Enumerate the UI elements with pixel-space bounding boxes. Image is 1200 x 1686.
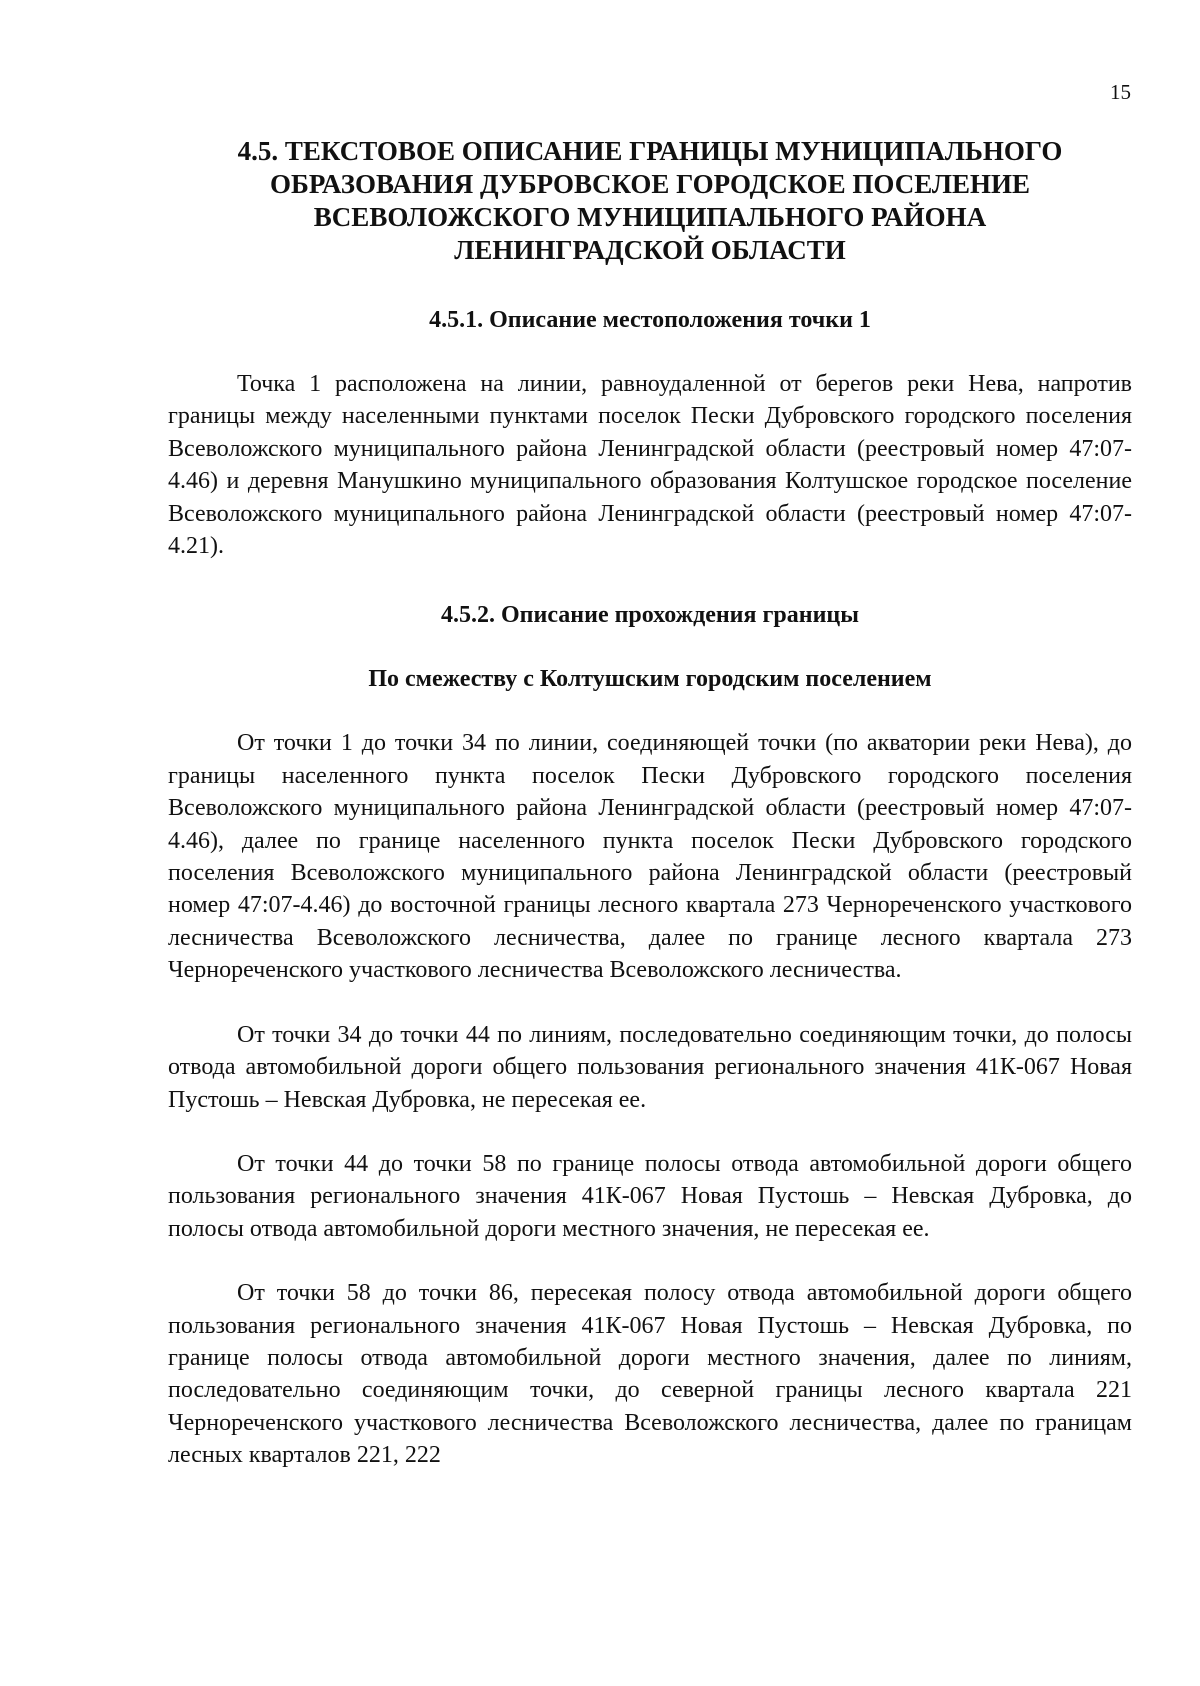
title-line-3: ВСЕВОЛОЖСКОГО МУНИЦИПАЛЬНОГО РАЙОНА xyxy=(313,202,987,232)
boundary-paragraph-2: От точки 34 до точки 44 по линиям, последовательно соединяющим точки, до полосы отвода автомобильной дороги общего пользования регионального значения 41К-067 Новая Пустошь – Невская Дубровка, не пересекая ее. xyxy=(168,1021,1132,1113)
section-451-heading: 4.5.1. Описание местоположения точки 1 xyxy=(429,307,871,333)
boundary-paragraph-3: От точки 44 до точки 58 по границе полосы отвода автомобильной дороги общего пользования регионального значения 41К-067 Новая Пустошь – Невская Дубровка, до полосы отвода автомобильной дороги местного значения, не пересекая ее. xyxy=(168,1150,1132,1242)
boundary-paragraph-1: От точки 1 до точки 34 по линии, соединяющей точки (по акватории реки Нева), до границы населенного пункта поселок Пески Дубровского городского поселения Всеволожского муниципального района Ленинградской области (реестровый номер 47:07-4.46), далее по границе населенного пункта поселок Пески Дубровского городского поселения Всеволожского муниципального района Ленинградской области (реестровый номер 47:07-4.46) до восточной границы лесного квартала 273 Чернореченского участкового лесничества Всеволожского лесничества, далее по границе лесного квартала 273 Чернореченского участкового лесничества Всеволожского лесничества. xyxy=(168,730,1132,984)
page-number: 15 xyxy=(1110,80,1131,104)
title-line-4: ЛЕНИНГРАДСКОЙ ОБЛАСТИ xyxy=(454,235,846,265)
boundary-paragraph-4: От точки 58 до точки 86, пересекая полосу отвода автомобильной дороги общего пользования регионального значения 41К-067 Новая Пустошь – Невская Дубровка, по границе полосы отвода автомобильной дороги местного значения, далее по линиям, последовательно соединяющим точки, до северной границы лесного квартала 221 Чернореченского участкового лесничества Всеволожского лесничества, далее по границам лесных кварталов 221, 222 xyxy=(168,1280,1132,1469)
title-line-1: 4.5. ТЕКСТОВОЕ ОПИСАНИЕ ГРАНИЦЫ МУНИЦИПАЛЬНОГО xyxy=(237,136,1063,166)
section-452-subheading: По смежеству с Колтушским городским поселением xyxy=(368,666,932,693)
section-452-heading: 4.5.2. Описание прохождения границы xyxy=(441,602,859,629)
document-title xyxy=(168,135,1132,267)
title-line-2: ОБРАЗОВАНИЯ ДУБРОВСКОЕ ГОРОДСКОЕ ПОСЕЛЕНИЕ xyxy=(270,169,1030,199)
section-451-paragraph: Точка 1 расположена на линии, равноудаленной от берегов реки Нева, напротив границы между населенными пунктами поселок Пески Дубровского городского поселения Всеволожского муниципального района Ленинградской области (реестровый номер 47:07-4.46) и деревня Манушкино муниципального образования Колтушское городское поселение Всеволожского муниципального района Ленинградской области (реестровый номер 47:07-4.21). xyxy=(168,371,1132,560)
document-body xyxy=(168,135,1132,1472)
